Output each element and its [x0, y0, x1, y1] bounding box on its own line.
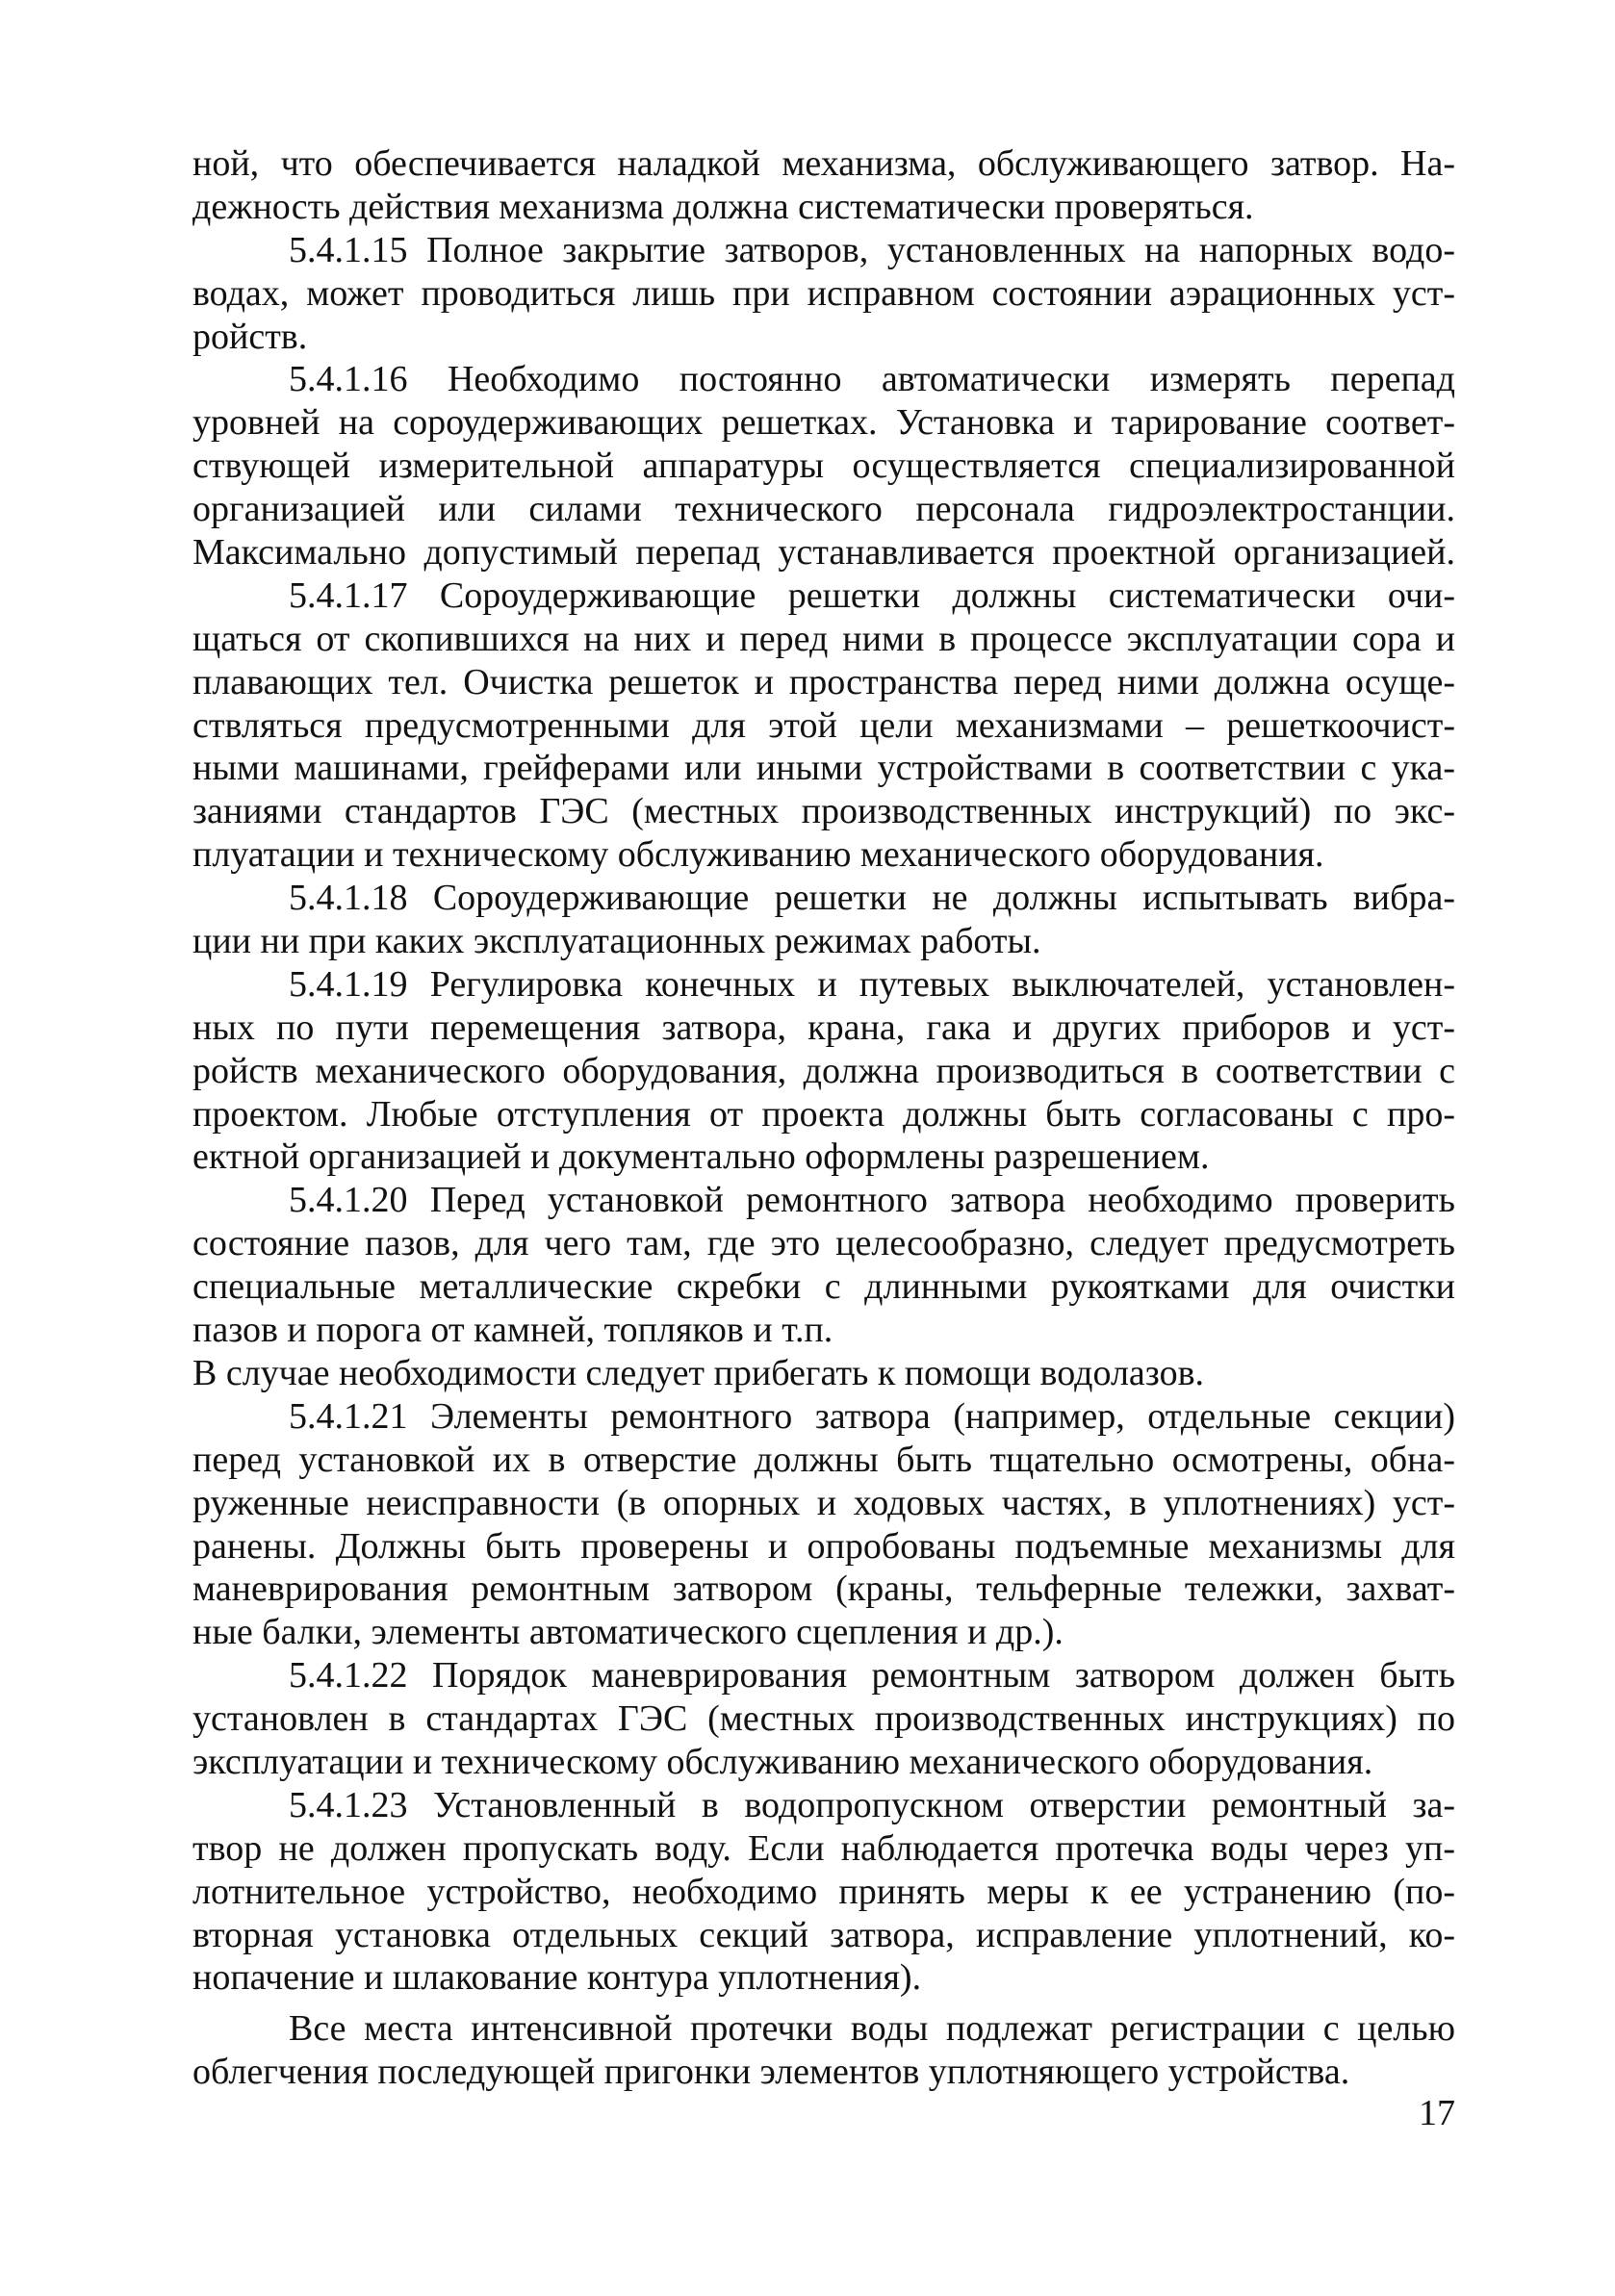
text-line: ными машинами, грейферами или иными устройствами в соответствии с ука-: [192, 748, 1455, 789]
text-line: нопачение и шлакование контура уплотнения).: [192, 1957, 922, 1999]
text-line: руженные неисправности (в опорных и ходовых частях, в уплотнениях) уст-: [192, 1482, 1455, 1523]
text-line: перед установкой их в отверстие должны быть тщательно осмотрены, обна-: [192, 1439, 1455, 1480]
text-line: организацией или силами технического персонала гидроэлектростанции.: [192, 489, 1455, 530]
paragraph-5-4-1-22: 5.4.1.22 Порядок маневрирования ремонтным затвором должен быть: [289, 1655, 1455, 1696]
text-line: водах, может проводиться лишь при исправном состоянии аэрационных уст-: [192, 272, 1455, 314]
text-line: маневрирования ремонтным затвором (краны, тельферные тележки, захват-: [192, 1569, 1455, 1610]
paragraph-leak-registration: Все места интенсивной протечки воды подлежат регистрации с целью: [289, 2008, 1455, 2050]
text-line: специальные металлические скребки с длинными рукоятками для очистки: [192, 1266, 1455, 1308]
paragraph-5-4-1-17: 5.4.1.17 Сороудерживающие решетки должны систематически очи-: [289, 574, 1455, 616]
text-line: ные балки, элементы автоматического сцепления и др.).: [192, 1612, 1064, 1653]
text-line: ной, что обеспечивается наладкой механизма, обслуживающего затвор. На-: [192, 143, 1455, 184]
text-line: ных по пути перемещения затвора, крана, гака и других приборов и уст-: [192, 1007, 1455, 1048]
text-line: ройств механического оборудования, должна производиться в соответствии с: [192, 1050, 1455, 1091]
text-line: твор не должен пропускать воду. Если наблюдается протечка воды через уп-: [192, 1827, 1455, 1869]
text-line: заниями стандартов ГЭС (местных производственных инструкций) по экс-: [192, 791, 1455, 832]
text-line: ектной организацией и документально оформлены разрешением.: [192, 1136, 1210, 1178]
text-line: уровней на сороудерживающих решетках. Установка и тарирование соответ-: [192, 402, 1455, 444]
text-line: ранены. Должны быть проверены и опробованы подъемные механизмы для: [192, 1525, 1455, 1567]
paragraph-5-4-1-15: 5.4.1.15 Полное закрытие затворов, установленных на напорных водо-: [289, 229, 1455, 270]
text-line: щаться от скопившихся на них и перед ними в процессе эксплуатации сора и: [192, 618, 1455, 659]
text-line: состояние пазов, для чего там, где это целесообразно, следует предусмотреть: [192, 1223, 1455, 1264]
paragraph-5-4-1-18: 5.4.1.18 Сороудерживающие решетки не должны испытывать вибра-: [289, 878, 1455, 919]
text-line: ствующей измерительной аппаратуры осуществляется специализированной: [192, 446, 1455, 487]
paragraph-5-4-1-23: 5.4.1.23 Установленный в водопропускном отверстии ремонтный за-: [289, 1784, 1455, 1825]
text-line: плуатации и техническому обслуживанию механического оборудования.: [192, 834, 1324, 876]
text-line: ции ни при каких эксплуатационных режимах работы.: [192, 921, 1041, 962]
paragraph-5-4-1-20: 5.4.1.20 Перед установкой ремонтного затвора необходимо проверить: [289, 1180, 1455, 1221]
text-line: дежность действия механизма должна систематически проверяться.: [192, 186, 1254, 227]
paragraph-5-4-1-16: 5.4.1.16 Необходимо постоянно автоматически измерять перепад: [289, 359, 1455, 400]
text-line: В случае необходимости следует прибегать к помощи водолазов.: [192, 1352, 1205, 1393]
text-line: проектом. Любые отступления от проекта должны быть согласованы с про-: [192, 1093, 1455, 1135]
text-line: эксплуатации и техническому обслуживанию механического оборудования.: [192, 1741, 1373, 1782]
text-line: установлен в стандартах ГЭС (местных производственных инструкциях) по: [192, 1698, 1455, 1740]
page-number: 17: [1419, 2093, 1455, 2133]
text-line: пазов и порога от камней, топляков и т.п.: [192, 1310, 833, 1351]
text-line: ройств.: [192, 316, 308, 357]
text-line: облегчения последующей пригонки элементов уплотняющего устройства.: [192, 2052, 1350, 2093]
text-line: Максимально допустимый перепад устанавливается проектной организацией.: [192, 532, 1455, 574]
body-text: [192, 142, 1455, 2094]
text-line: лотнительное устройство, необходимо принять меры к ее устранению (по-: [192, 1871, 1455, 1912]
paragraph-5-4-1-21: 5.4.1.21 Элементы ремонтного затвора (например, отдельные секции): [289, 1395, 1455, 1437]
paragraph-5-4-1-19: 5.4.1.19 Регулировка конечных и путевых выключателей, установлен-: [289, 963, 1455, 1005]
text-line: плавающих тел. Очистка решеток и пространства перед ними должна осуще-: [192, 661, 1455, 702]
text-line: ствляться предусмотренными для этой цели механизмами – решеткоочист-: [192, 704, 1455, 746]
text-line: вторная установка отдельных секций затвора, исправление уплотнений, ко-: [192, 1914, 1455, 1955]
